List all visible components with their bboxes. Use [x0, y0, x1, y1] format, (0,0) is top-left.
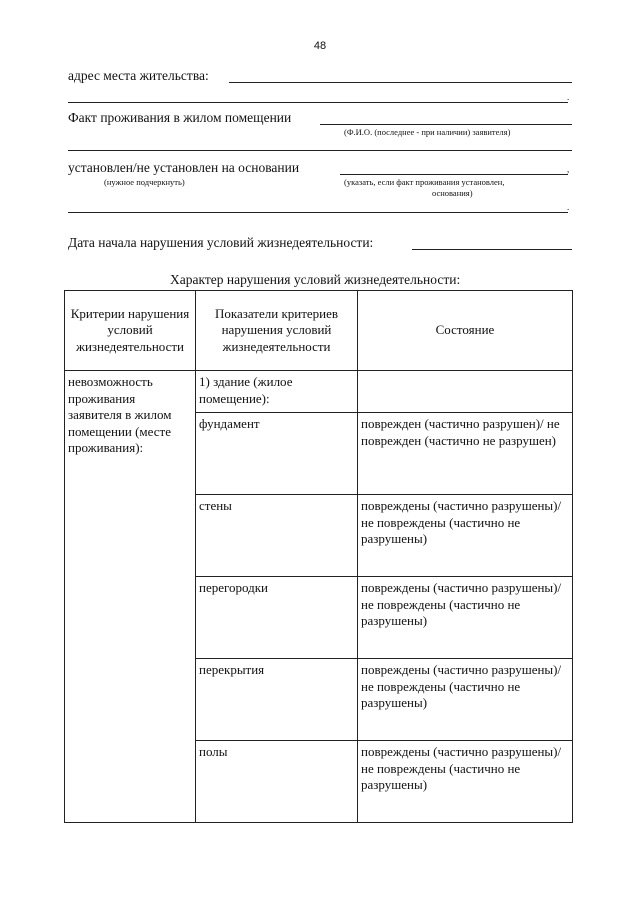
table-header-row: [65, 291, 573, 371]
residence-note: (Ф.И.О. (последнее - при наличии) заявителя): [344, 127, 511, 137]
date-line[interactable]: [412, 249, 572, 250]
line-end-mark: .: [567, 92, 570, 102]
line-end-mark: .: [567, 202, 570, 212]
basis-label: установлен/не установлен на основании: [68, 160, 300, 175]
criterion-cell: невозможность проживания заявителя в жилом помещении (месте проживания):: [65, 371, 196, 823]
residence-line-2[interactable]: [68, 150, 572, 151]
residence-name-line[interactable]: [320, 124, 572, 125]
state-cell-empty[interactable]: [358, 371, 573, 413]
state-cell[interactable]: поврежден (частично разрушен)/ не поврежден (частично не разрушен): [358, 413, 573, 495]
header-criteria: Критерии нарушения условий жизнедеятельности: [65, 291, 196, 371]
group-cell: 1) здание (жилое помещение):: [196, 371, 358, 413]
address-line[interactable]: [229, 82, 572, 83]
residence-label: Факт проживания в жилом помещении: [68, 110, 292, 125]
violation-table: [64, 290, 573, 823]
state-cell[interactable]: повреждены (частично разрушены)/ не повреждены (частично не разрушены): [358, 659, 573, 741]
basis-note-2: основания): [432, 188, 473, 198]
state-cell[interactable]: повреждены (частично разрушены)/ не повреждены (частично не разрушены): [358, 577, 573, 659]
indicator-cell: перекрытия: [196, 659, 358, 741]
address-line-2[interactable]: [68, 102, 568, 103]
header-state: Состояние: [358, 291, 573, 371]
indicator-cell: полы: [196, 741, 358, 823]
page-number: 48: [313, 40, 327, 52]
date-label: Дата начала нарушения условий жизнедеятельности:: [68, 235, 374, 250]
basis-note-1: (указать, если факт проживания установлен,: [344, 177, 505, 187]
indicator-cell: перегородки: [196, 577, 358, 659]
table-title: Характер нарушения условий жизнедеятельности:: [170, 272, 461, 287]
header-indicators: Показатели критериев нарушения условий жизнедеятельности: [196, 291, 358, 371]
basis-line-2[interactable]: [68, 212, 568, 213]
basis-line[interactable]: [340, 174, 568, 175]
table-row: [65, 371, 573, 413]
indicator-cell: стены: [196, 495, 358, 577]
state-cell[interactable]: повреждены (частично разрушены)/ не повреждены (частично не разрушены): [358, 495, 573, 577]
indicator-cell: фундамент: [196, 413, 358, 495]
underline-note: (нужное подчеркнуть): [104, 177, 185, 187]
line-end-mark: ,: [567, 164, 570, 174]
state-cell[interactable]: повреждены (частично разрушены)/ не повреждены (частично не разрушены): [358, 741, 573, 823]
address-label: адрес места жительства:: [68, 68, 209, 83]
